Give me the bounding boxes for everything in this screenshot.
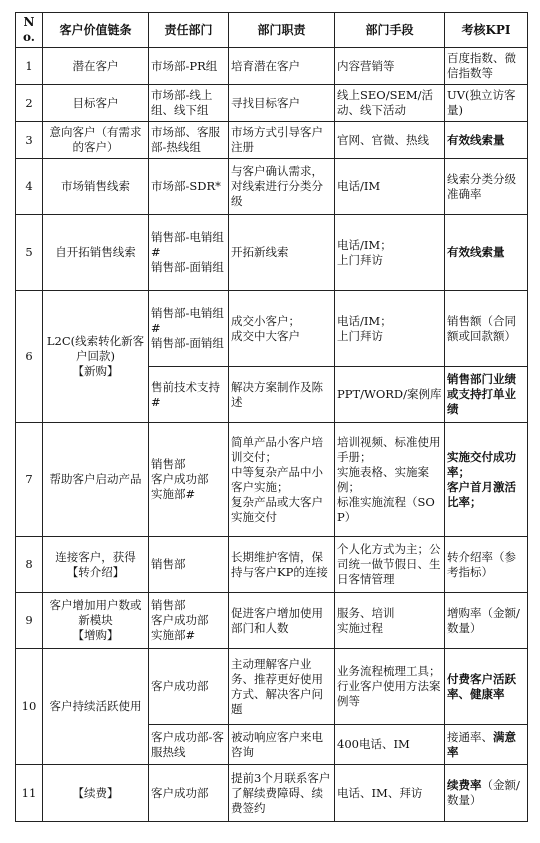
cell-means: 电话、IM、拜访 bbox=[335, 765, 445, 822]
cell-kpi: 有效线索量 bbox=[445, 215, 528, 291]
cell-means: 业务流程梳理工具； 行业客户使用方法案例等 bbox=[335, 649, 445, 725]
cell-chain: 客户持续活跃使用 bbox=[43, 649, 149, 765]
cell-kpi: 实施交付成功率； 客户首月激活比率； bbox=[445, 423, 528, 537]
header-means: 部门手段 bbox=[335, 13, 445, 48]
cell-duty: 寻找目标客户 bbox=[229, 85, 335, 122]
cell-kpi: 百度指数、微信指数等 bbox=[445, 48, 528, 85]
table-row bbox=[16, 765, 528, 822]
cell-duty: 简单产品小客户培训交付； 中等复杂产品中小客户实施； 复杂产品或大客户实施交付 bbox=[229, 423, 335, 537]
cell-means: 线上SEO/SEM/活动、线下活动 bbox=[335, 85, 445, 122]
table-row bbox=[16, 593, 528, 649]
cell-duty: 开拓新线索 bbox=[229, 215, 335, 291]
kpi-text: （金额/数量） bbox=[447, 778, 520, 807]
cell-kpi: 线索分类分级准确率 bbox=[445, 159, 528, 215]
cell-means: 电话/IM bbox=[335, 159, 445, 215]
cell-chain: 自开拓销售线索 bbox=[43, 215, 149, 291]
cell-no: 4 bbox=[16, 159, 43, 215]
cell-dept: 销售部 客户成功部 实施部# bbox=[149, 423, 229, 537]
cell-dept: 市场部-SDR* bbox=[149, 159, 229, 215]
cell-dept: 售前技术支持# bbox=[149, 367, 229, 423]
table-row bbox=[16, 291, 528, 367]
table-row bbox=[16, 215, 528, 291]
cell-chain: 连接客户，获得 【转介绍】 bbox=[43, 537, 149, 593]
cell-kpi: 增购率（金额/数量） bbox=[445, 593, 528, 649]
cell-no: 6 bbox=[16, 291, 43, 423]
cell-chain: 意向客户（有需求的客户） bbox=[43, 122, 149, 159]
cell-chain: 帮助客户启动产品 bbox=[43, 423, 149, 537]
cell-means: PPT/WORD/案例库 bbox=[335, 367, 445, 423]
cell-chain: 客户增加用户数或新模块 【增购】 bbox=[43, 593, 149, 649]
cell-means: 电话/IM； 上门拜访 bbox=[335, 215, 445, 291]
header-duty: 部门职责 bbox=[229, 13, 335, 48]
cell-chain: 潜在客户 bbox=[43, 48, 149, 85]
kpi-table bbox=[15, 12, 528, 822]
table-row bbox=[16, 85, 528, 122]
cell-duty: 主动理解客户业务、推荐更好使用方式、解决客户问题 bbox=[229, 649, 335, 725]
cell-chain: 市场销售线索 bbox=[43, 159, 149, 215]
cell-means: 400电话、IM bbox=[335, 725, 445, 765]
header-chain: 客户价值链条 bbox=[43, 13, 149, 48]
cell-no: 7 bbox=[16, 423, 43, 537]
table-header-row bbox=[16, 13, 528, 48]
cell-duty: 培育潜在客户 bbox=[229, 48, 335, 85]
cell-means: 电话/IM； 上门拜访 bbox=[335, 291, 445, 367]
cell-no: 11 bbox=[16, 765, 43, 822]
cell-duty: 解决方案制作及陈述 bbox=[229, 367, 335, 423]
cell-duty: 促进客户增加使用部门和人数 bbox=[229, 593, 335, 649]
cell-means: 个人化方式为主；公司统一做节假日、生日客情管理 bbox=[335, 537, 445, 593]
kpi-bold-text: 续费率 bbox=[447, 778, 482, 792]
cell-duty: 与客户确认需求，对线索进行分类分级 bbox=[229, 159, 335, 215]
table-row bbox=[16, 122, 528, 159]
cell-chain: 【续费】 bbox=[43, 765, 149, 822]
cell-chain: L2C(线索转化新客户回款) 【新购】 bbox=[43, 291, 149, 423]
cell-dept: 销售部 bbox=[149, 537, 229, 593]
kpi-bold-text: 满意率 bbox=[447, 729, 516, 759]
cell-no: 8 bbox=[16, 537, 43, 593]
cell-no: 1 bbox=[16, 48, 43, 85]
cell-dept: 市场部、客服部-热线组 bbox=[149, 122, 229, 159]
table-row bbox=[16, 649, 528, 725]
cell-dept: 客户成功部-客服热线 bbox=[149, 725, 229, 765]
header-no: No. bbox=[16, 13, 43, 48]
cell-dept: 销售部 客户成功部 实施部# bbox=[149, 593, 229, 649]
cell-chain: 目标客户 bbox=[43, 85, 149, 122]
cell-means: 内容营销等 bbox=[335, 48, 445, 85]
cell-duty: 提前3个月联系客户了解续费障碍、续费签约 bbox=[229, 765, 335, 822]
cell-means: 培训视频、标准使用手册； 实施表格、实施案例； 标准实施流程（SOP） bbox=[335, 423, 445, 537]
cell-kpi: 付费客户活跃率、健康率 bbox=[445, 649, 528, 725]
table-row bbox=[16, 537, 528, 593]
cell-duty: 长期维护客情，保持与客户KP的连接 bbox=[229, 537, 335, 593]
cell-dept: 销售部-电销组# 销售部-面销组 bbox=[149, 215, 229, 291]
kpi-text: 接通率、 bbox=[447, 729, 493, 744]
cell-means: 服务、培训 实施过程 bbox=[335, 593, 445, 649]
cell-kpi: 转介绍率（参考指标） bbox=[445, 537, 528, 593]
cell-dept: 客户成功部 bbox=[149, 765, 229, 822]
cell-duty: 成交小客户； 成交中大客户 bbox=[229, 291, 335, 367]
cell-kpi: 有效线索量 bbox=[445, 122, 528, 159]
cell-no: 5 bbox=[16, 215, 43, 291]
cell-means: 官网、官微、热线 bbox=[335, 122, 445, 159]
cell-duty: 市场方式引导客户注册 bbox=[229, 122, 335, 159]
cell-no: 2 bbox=[16, 85, 43, 122]
cell-dept: 市场部-线上组、线下组 bbox=[149, 85, 229, 122]
cell-kpi bbox=[445, 725, 528, 765]
cell-kpi: 销售部门业绩或支持打单业绩 bbox=[445, 367, 528, 423]
cell-duty: 被动响应客户来电咨询 bbox=[229, 725, 335, 765]
cell-no: 10 bbox=[16, 649, 43, 765]
cell-kpi bbox=[445, 765, 528, 822]
header-dept: 责任部门 bbox=[149, 13, 229, 48]
cell-dept: 市场部-PR组 bbox=[149, 48, 229, 85]
cell-dept: 客户成功部 bbox=[149, 649, 229, 725]
table-row bbox=[16, 48, 528, 85]
cell-kpi: UV(独立访客量) bbox=[445, 85, 528, 122]
table-row bbox=[16, 423, 528, 537]
cell-dept: 销售部-电销组# 销售部-面销组 bbox=[149, 291, 229, 367]
table-row bbox=[16, 159, 528, 215]
cell-kpi: 销售额（合同额或回款额） bbox=[445, 291, 528, 367]
cell-no: 3 bbox=[16, 122, 43, 159]
header-kpi: 考核KPI bbox=[445, 13, 528, 48]
cell-no: 9 bbox=[16, 593, 43, 649]
